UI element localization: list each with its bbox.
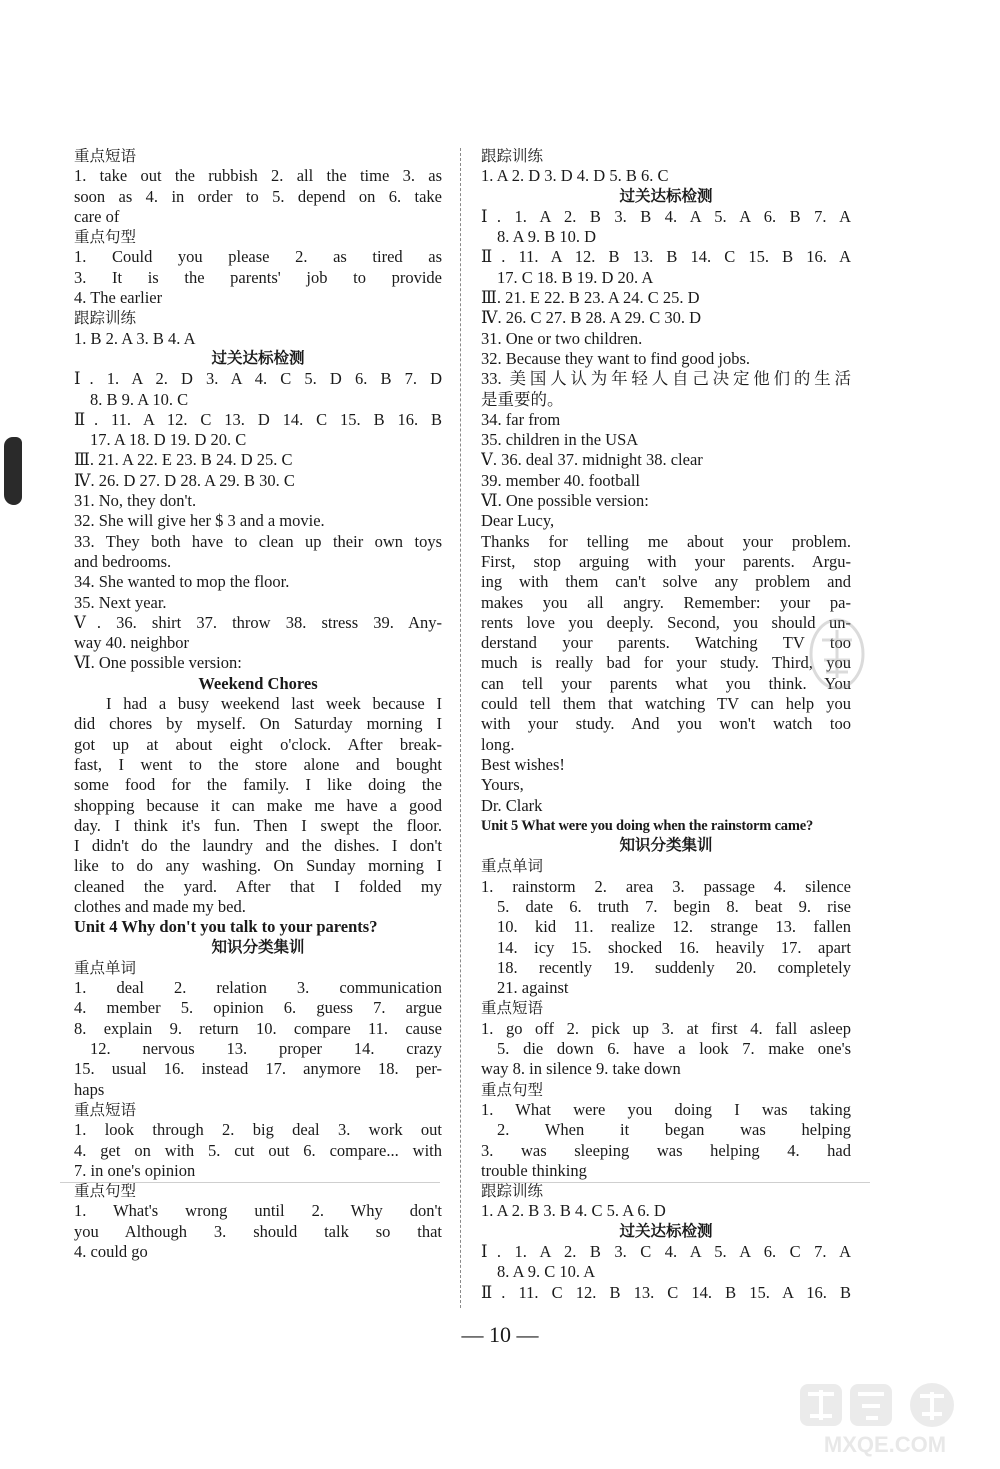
right-column-line: 10. kid 11. realize 12. strange 13. fallen — [497, 917, 851, 937]
left-column-line: shopping because it can make me have a good — [74, 795, 442, 815]
left-column-line: 知识分类集训 — [211, 938, 305, 956]
right-column-line: Ⅰ. 1. A 2. B 3. C 4. A 5. A 6. C 7. A — [481, 1242, 851, 1262]
page-number: — 10 — — [461, 1322, 539, 1347]
left-column-line: 15. usual 16. instead 17. anymore 18. per- — [74, 1059, 442, 1079]
right-column-line: Ⅴ. 36. deal 37. midnight 38. clear — [481, 450, 703, 470]
right-column-line: 过关达标检测 — [619, 187, 713, 205]
left-column — [74, 146, 442, 1262]
left-column-line: 重点句型 — [74, 228, 137, 247]
right-column-line: Dear Lucy, — [481, 511, 555, 531]
right-column-line: Ⅰ. 1. A 2. B 3. B 4. A 5. A 6. B 7. A — [481, 206, 851, 226]
right-column-line: 5. date 6. truth 7. begin 8. beat 9. rise — [497, 896, 851, 916]
left-column-line: I had a busy weekend last week because I — [106, 694, 442, 714]
left-column-line: fast, I went to the store alone and bought — [74, 754, 442, 774]
left-column-line: some food for the family. I like doing the — [74, 775, 442, 795]
right-column-line: Yours, — [481, 775, 524, 795]
right-column-line: long. — [481, 734, 515, 754]
left-column-line: Ⅴ. 36. shirt 37. throw 38. stress 39. Any- — [74, 612, 442, 632]
right-column-line: 1. A 2. D 3. D 4. D 5. B 6. C — [481, 166, 669, 186]
left-column-line: 8. B 9. A 10. C — [90, 389, 189, 409]
right-column-line: can tell your parents what you think. You — [481, 673, 851, 693]
left-column-line: 12. nervous 13. proper 14. crazy — [90, 1039, 442, 1059]
left-column-line: 跟踪训练 — [74, 309, 137, 328]
right-column-line: 重点单词 — [481, 857, 544, 876]
left-column-line: Ⅵ. One possible version: — [74, 653, 242, 673]
left-column-line: and bedrooms. — [74, 551, 172, 571]
left-column-line: Unit 4 Why don't you talk to your parents? — [74, 917, 378, 937]
right-column-line: derstand your parents. Watching TV too — [481, 633, 851, 653]
left-column-line: did chores by myself. On Saturday morning I — [74, 714, 442, 734]
right-column-line: Ⅵ. One possible version: — [481, 491, 649, 511]
left-column-line: 35. Next year. — [74, 592, 167, 612]
right-column-line: 1. A 2. B 3. B 4. C 5. A 6. D — [481, 1201, 666, 1221]
left-column-line: 重点短语 — [74, 147, 137, 165]
left-column-line: Ⅱ. 11. A 12. C 13. D 14. C 15. B 16. B — [74, 409, 442, 429]
right-column-line: Ⅱ. 11. C 12. B 13. C 14. B 15. A 16. B — [481, 1282, 851, 1302]
left-column-line: 4. member 5. opinion 6. guess 7. argue — [74, 998, 442, 1018]
left-column-line: day. I think it's fun. Then I swept the floor. — [74, 815, 442, 835]
left-column-line: 1. B 2. A 3. B 4. A — [74, 328, 196, 348]
right-column-line: 重点句型 — [481, 1080, 544, 1099]
left-column-line: clothes and made my bed. — [74, 896, 246, 916]
left-column-line: 17. A 18. D 19. D 20. C — [90, 430, 247, 450]
right-column-line: 32. Because they want to find good jobs. — [481, 348, 750, 368]
left-column-line: 重点单词 — [74, 958, 137, 977]
left-column-line: 31. No, they don't. — [74, 491, 197, 511]
left-column-line: 1. Could you please 2. as tired as — [74, 247, 442, 267]
left-column-line: Ⅰ. 1. A 2. D 3. A 4. C 5. D 6. B 7. D — [74, 369, 442, 389]
right-column-line: way 8. in silence 9. take down — [481, 1059, 681, 1079]
right-column-line: much is really bad for your study. Third, you — [481, 653, 851, 673]
page-rule-left — [60, 1182, 440, 1183]
left-column-line: 32. She will give her $ 3 and a movie. — [74, 511, 325, 531]
left-column-line: 7. in one's opinion — [74, 1160, 196, 1180]
left-column-line: 过关达标检测 — [211, 349, 305, 367]
scan-smudge — [4, 437, 22, 505]
watermark-logo — [780, 1380, 990, 1460]
left-column-line: care of — [74, 206, 120, 226]
left-column-line: I didn't do the laundry and the dishes. I don't — [74, 836, 442, 856]
right-column-line: could tell them that watching TV can help you — [481, 694, 851, 714]
right-column-line: 是重要的。 — [481, 389, 564, 409]
watermark-seal — [808, 616, 866, 692]
right-column-line: 3. was sleeping was helping 4. had — [481, 1140, 851, 1160]
right-column-line: 8. A 9. B 10. D — [497, 227, 597, 247]
left-column-line: 4. could go — [74, 1242, 148, 1262]
right-column-line: trouble thinking — [481, 1160, 587, 1180]
right-column-line: Unit 5 What were you doing when the rainstorm came? — [481, 817, 814, 834]
left-column-line: 重点句型 — [74, 1182, 137, 1201]
right-column-line: Dr. Clark — [481, 795, 543, 815]
column-divider — [460, 148, 461, 1308]
right-column-line: 35. children in the USA — [481, 430, 639, 450]
left-column-line: got up at about eight o'clock. After break- — [74, 734, 442, 754]
left-column-line: 34. She wanted to mop the floor. — [74, 572, 290, 592]
right-column-line: 重点短语 — [481, 999, 544, 1018]
left-column-line: 1. deal 2. relation 3. communication — [74, 978, 442, 998]
right-column-line: 跟踪训练 — [481, 1182, 544, 1201]
right-column-line: Ⅳ. 26. C 27. B 28. A 29. C 30. D — [481, 308, 702, 328]
right-column-line: 1. go off 2. pick up 3. at first 4. fall asleep — [481, 1018, 851, 1038]
left-column-line: cleaned the yard. After that I folded my — [74, 876, 442, 896]
right-column-line: Ⅲ. 21. E 22. B 23. A 24. C 25. D — [481, 288, 700, 308]
right-column-line: First, stop arguing with your parents. Argu- — [481, 551, 851, 571]
left-column-line: Weekend Chores — [198, 673, 318, 693]
right-column — [481, 146, 851, 1303]
left-column-line: 1. look through 2. big deal 3. work out — [74, 1120, 442, 1140]
right-column-line: 1. rainstorm 2. area 3. passage 4. silence — [481, 876, 851, 896]
right-column-line: 21. against — [497, 978, 569, 998]
left-column-line: 1. What's wrong until 2. Why don't — [74, 1201, 442, 1221]
right-column-line: 1. What were you doing I was taking — [481, 1099, 851, 1119]
right-column-line: 34. far from — [481, 409, 561, 429]
right-column-line: makes you all angry. Remember: your pa- — [481, 592, 851, 612]
left-column-line: 1. take out the rubbish 2. all the time 3. as — [74, 166, 442, 186]
right-column-line: 18. recently 19. suddenly 20. completely — [497, 957, 851, 977]
right-column-line: with your study. And you won't watch too — [481, 714, 851, 734]
left-column-line: like to do any washing. On Sunday morning I — [74, 856, 442, 876]
right-column-line: 2. When it began was helping — [497, 1120, 851, 1140]
right-column-line: 31. One or two children. — [481, 328, 643, 348]
left-column-line: Ⅳ. 26. D 27. D 28. A 29. B 30. C — [74, 470, 295, 490]
left-column-line: way 40. neighbor — [74, 633, 190, 653]
left-column-line: you Although 3. should talk so that — [74, 1221, 442, 1241]
right-column-line: Best wishes! — [481, 754, 565, 774]
right-column-line: 14. icy 15. shocked 16. heavily 17. apart — [497, 937, 851, 957]
right-column-line: ing with them can't solve any problem and — [481, 572, 851, 592]
right-column-line: 5. die down 6. have a look 7. make one's — [497, 1039, 851, 1059]
right-column-line: 8. A 9. C 10. A — [497, 1262, 596, 1282]
right-column-line: 过关达标检测 — [619, 1222, 713, 1240]
right-column-line: 17. C 18. B 19. D 20. A — [497, 267, 654, 287]
right-column-line: 跟踪训练 — [481, 147, 544, 165]
left-column-line: 3. It is the parents' job to provide — [74, 267, 442, 287]
left-column-line: 4. The earlier — [74, 288, 163, 308]
svg-text:MXQE.COM: MXQE.COM — [823, 1432, 947, 1457]
left-column-line: 重点短语 — [74, 1100, 137, 1119]
left-column-line: haps — [74, 1079, 105, 1099]
left-column-line: 8. explain 9. return 10. compare 11. cause — [74, 1018, 442, 1038]
left-column-line: 33. They both have to clean up their own toys — [74, 531, 442, 551]
right-column-line: Thanks for telling me about your problem. — [481, 531, 851, 551]
right-column-line: 39. member 40. football — [481, 470, 641, 490]
right-column-line: 知识分类集训 — [619, 837, 713, 855]
left-column-line: soon as 4. in order to 5. depend on 6. take — [74, 186, 442, 206]
right-column-line: Ⅱ. 11. A 12. B 13. B 14. C 15. B 16. A — [481, 247, 851, 267]
page-rule-right — [480, 1182, 870, 1183]
left-column-line: Ⅲ. 21. A 22. E 23. B 24. D 25. C — [74, 450, 293, 470]
left-column-line: 4. get on with 5. cut out 6. compare... with — [74, 1140, 442, 1160]
right-column-line: rents love you deeply. Second, you should un- — [481, 612, 851, 632]
right-column-line: 33. 美国人认为年轻人自己决定他们的生活 — [481, 369, 851, 389]
